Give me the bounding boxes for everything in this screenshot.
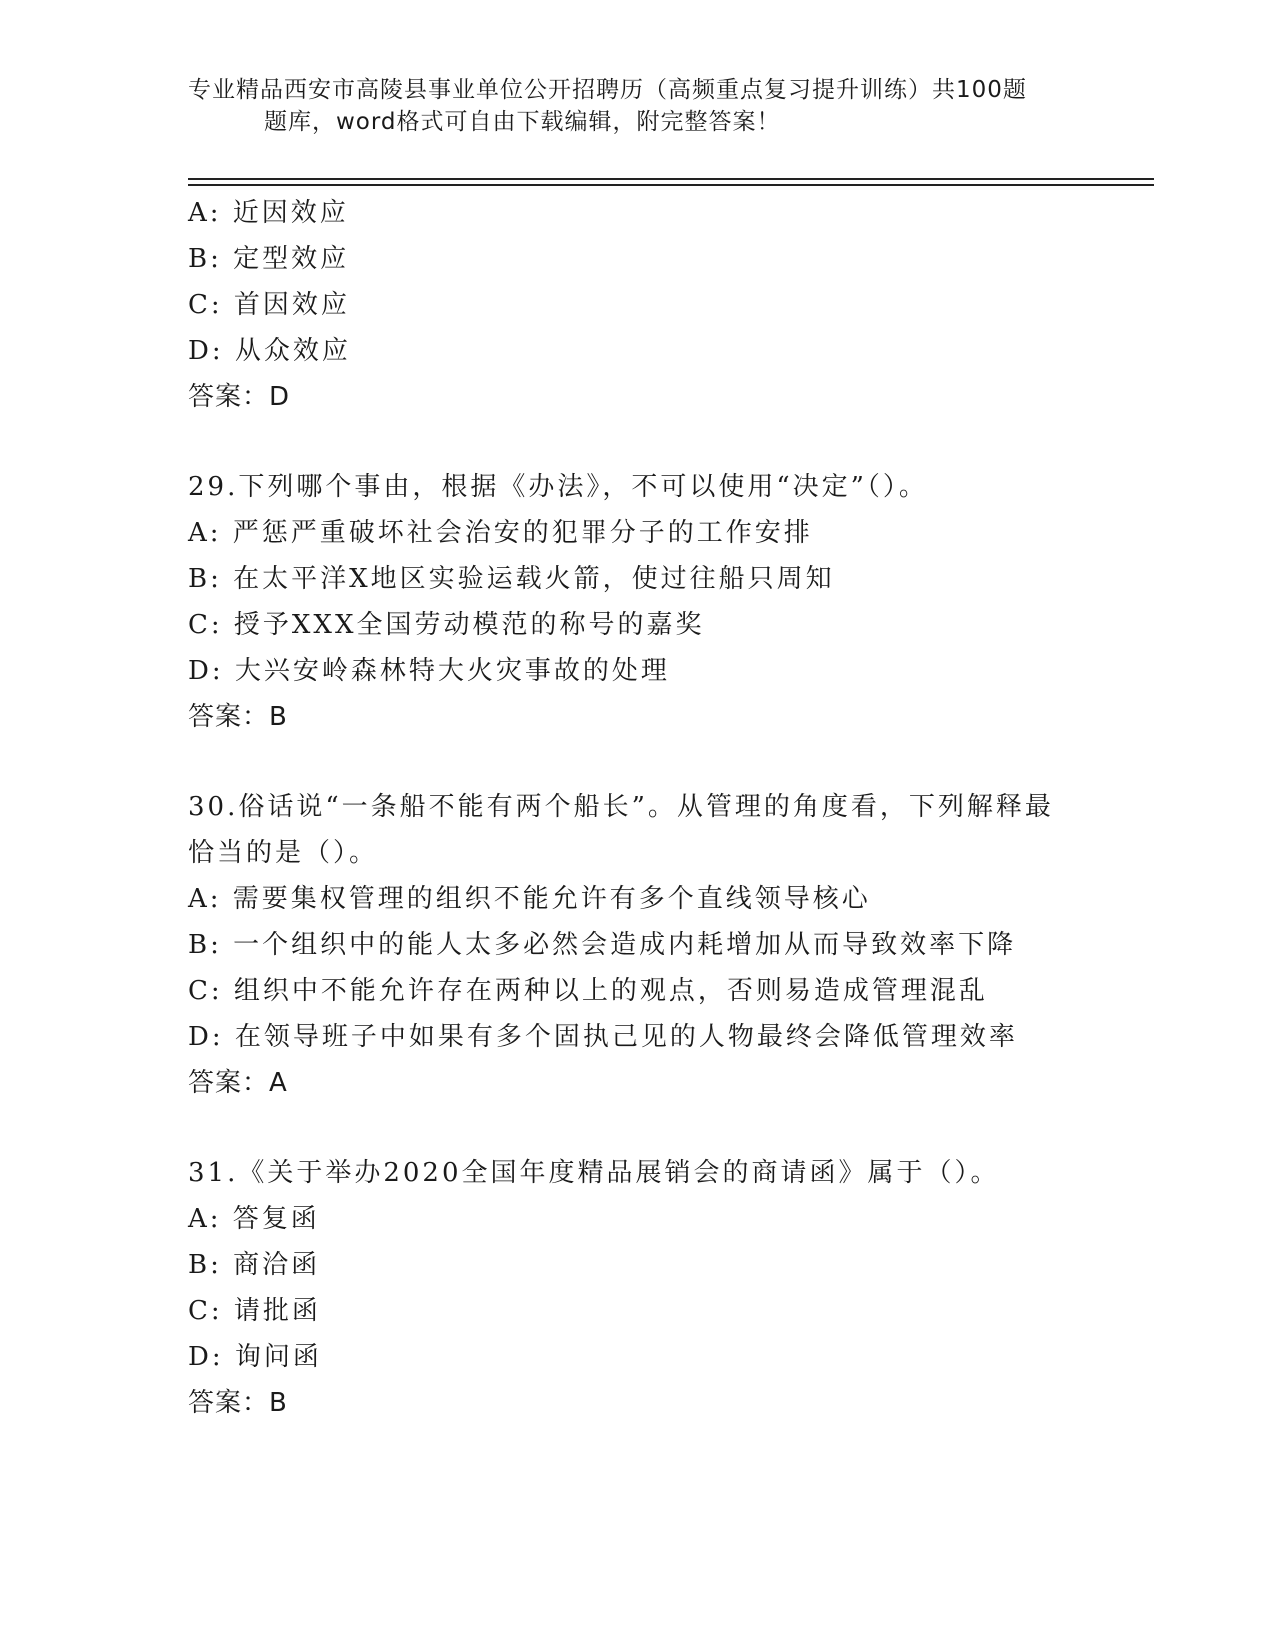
option-c: C: 请批函 <box>188 1296 321 1326</box>
option-a: A: 答复函 <box>188 1204 320 1234</box>
answer: 答案：A <box>188 1068 288 1098</box>
option-c: C: 首因效应 <box>188 290 350 320</box>
answer: 答案：B <box>188 702 288 732</box>
question-31 <box>188 1150 1088 1426</box>
option-a: A: 近因效应 <box>188 198 349 228</box>
question-stem: 31.《关于举办2020全国年度精品展销会的商请函》属于（）。 <box>188 1158 1000 1188</box>
option-b: B: 商洽函 <box>188 1250 321 1280</box>
document-title <box>188 74 1088 138</box>
option-c: C: 授予XXX全国劳动模范的称号的嘉奖 <box>188 610 705 640</box>
option-d: D: 询问函 <box>188 1342 322 1372</box>
option-a: A: 严惩严重破坏社会治安的犯罪分子的工作安排 <box>188 518 813 548</box>
answer: 答案：D <box>188 382 291 412</box>
question-stem-line-1: 30.俗话说“一条船不能有两个船长”。从管理的角度看，下列解释最 <box>188 792 1054 822</box>
title-line-2: 题库，word格式可自由下载编辑，附完整答案！ <box>264 109 781 135</box>
option-d: D: 从众效应 <box>188 336 351 366</box>
option-a: A: 需要集权管理的组织不能允许有多个直线领导核心 <box>188 884 871 914</box>
question-stem: 29.下列哪个事由，根据《办法》，不可以使用“决定”（）。 <box>188 472 928 502</box>
question-stem-line-2: 恰当的是（）。 <box>188 838 379 868</box>
option-b: B: 定型效应 <box>188 244 350 274</box>
question-list <box>188 190 1088 1426</box>
option-b: B: 在太平洋X地区实验运载火箭，使过往船只周知 <box>188 564 835 594</box>
question-29 <box>188 464 1088 740</box>
option-d: D: 大兴安岭森林特大火灾事故的处理 <box>188 656 670 686</box>
option-b: B: 一个组织中的能人太多必然会造成内耗增加从而导致效率下降 <box>188 930 1017 960</box>
header-rule-bottom <box>188 184 1154 186</box>
answer: 答案：B <box>188 1388 288 1418</box>
question-30 <box>188 784 1088 1106</box>
option-d: D: 在领导班子中如果有多个固执己见的人物最终会降低管理效率 <box>188 1022 1018 1052</box>
title-line-1: 专业精品西安市高陵县事业单位公开招聘历（高频重点复习提升训练）共100题 <box>188 77 1027 103</box>
header-rule-top <box>188 178 1154 180</box>
option-c: C: 组织中不能允许存在两种以上的观点，否则易造成管理混乱 <box>188 976 988 1006</box>
question-28 <box>188 190 1088 420</box>
